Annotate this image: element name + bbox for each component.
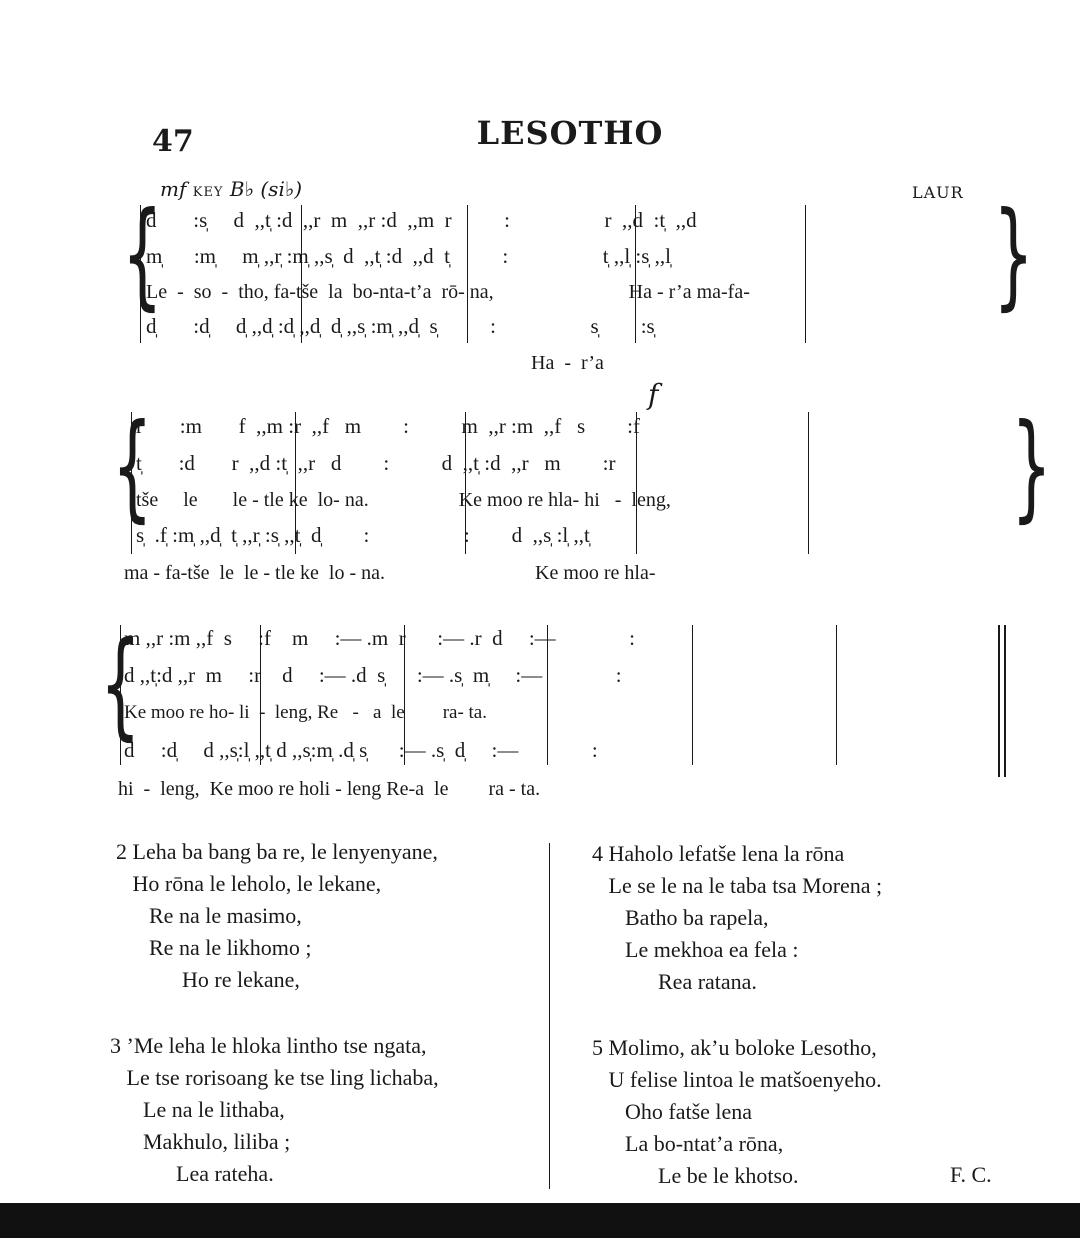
- verse-line: Lea rateha.: [110, 1161, 274, 1186]
- verse-line: 3 ’Me leha le hloka lintho tse ngata,: [110, 1033, 427, 1058]
- bottom-edge-band: [0, 1203, 1080, 1238]
- key-value: B♭ (si♭): [229, 177, 303, 201]
- verse-line: La bo-ntat’a rōna,: [592, 1131, 784, 1156]
- soprano-line: r :m f ,,m :r ,,f m : m ,,r :m ,,f s :f: [136, 414, 640, 438]
- verse-3: [110, 1030, 439, 1190]
- barline: [805, 205, 806, 343]
- bass-line: d :d̩ d ,,s̩:l̩ ,,t̩ d ,,s̩:m̩ .d̩ s̩ :— .s̩ d̩ :— :: [124, 738, 598, 762]
- verse-line: Re na le masimo,: [116, 903, 302, 928]
- verse-line: U felise lintoa le matšoenyeho.: [592, 1067, 882, 1092]
- left-brace: {: [112, 399, 153, 534]
- soprano-line: d :s̩ d ,,t̩ :d ,,r m ,,r :d ,,m r : r ,,d :t̩ ,,d: [146, 208, 697, 232]
- alto-line: d ,,t̩:d ,,r m :r d :— .d s̩ :— .s̩ m̩ :— :: [124, 663, 622, 687]
- author-initials: F. C.: [950, 1162, 992, 1187]
- barline: [120, 625, 121, 765]
- key-signature: [160, 177, 302, 201]
- verse-line: Makhulo, liliba ;: [110, 1129, 291, 1154]
- bass-lyric-line: Ha - r’a: [146, 352, 604, 374]
- verse-line: Re na le likhomo ;: [116, 935, 312, 960]
- verse-line: Rea ratana.: [592, 969, 757, 994]
- barline: [808, 412, 809, 554]
- bass-line: s̩ .f̩ :m̩ ,,d̩ t̩ ,,r̩ :s̩ ,,t̩ d̩ : : d ,,s̩ :l̩ ,,t̩: [136, 523, 590, 547]
- lyric-line: tše le le - tle ke lo- na. Ke moo re hla- hi - leng,: [136, 489, 671, 511]
- right-brace: }: [993, 187, 1034, 322]
- left-brace: {: [100, 617, 141, 752]
- barline: [140, 205, 141, 343]
- verse-5: [592, 1032, 882, 1192]
- lyric-line: Ke moo re ho- li - leng, Re - a le ra- ta.: [124, 702, 487, 723]
- barline: [131, 412, 132, 554]
- alto-line: m̩ :m̩ m̩ ,,r̩ :m̩ ,,s̩ d ,,t̩ :d ,,d t̩ : t̩ ,,l̩ :s̩ ,,l̩: [146, 244, 672, 268]
- barline: [692, 625, 693, 765]
- left-brace: {: [122, 187, 163, 322]
- verse-line: 2 Leha ba bang ba re, le lenyenyane,: [116, 839, 438, 864]
- verse-line: Oho fatše lena: [592, 1099, 753, 1124]
- forte-marking: f: [648, 378, 659, 411]
- bass-line: d̩ :d̩ d̩ ,,d̩ :d̩ ,,d̩ d̩ ,,s̩ :m̩ ,,d̩ s̩ : s̩ :s̩: [146, 314, 655, 338]
- verse-line: Le na le lithaba,: [110, 1097, 285, 1122]
- right-brace: }: [1011, 399, 1052, 534]
- verse-line: 5 Molimo, ak’u boloke Lesotho,: [592, 1035, 877, 1060]
- page-number: 47: [152, 124, 194, 159]
- verse-line: Le mekhoa ea fela :: [592, 937, 799, 962]
- verse-2: [116, 836, 438, 996]
- verse-column-divider: [549, 843, 550, 1189]
- verse-line: Ho rōna le leholo, le lekane,: [116, 871, 382, 896]
- soprano-line: m ,,r :m ,,f s :f m :— .m r :— .r d :— :: [124, 626, 635, 650]
- verse-line: Ho re lekane,: [116, 967, 300, 992]
- dynamic-marking: mf: [160, 177, 187, 201]
- verse-4: [592, 838, 882, 998]
- key-word: KEY: [192, 185, 224, 200]
- final-double-barline: [998, 625, 1006, 777]
- barline: [836, 625, 837, 765]
- verse-line: 4 Haholo lefatše lena la rōna: [592, 841, 845, 866]
- lyric-line: Le - so - tho, fa-tše la bo-nta-t’a rō- na, Ha - r’a ma-fa-: [146, 281, 750, 303]
- verse-line: Le be le khotso.: [592, 1163, 799, 1188]
- hymn-title: LESOTHO: [476, 114, 664, 152]
- alto-line: t̩ :d r ,,d :t̩ ,,r d : d ,,t̩ :d ,,r m :r: [136, 451, 616, 475]
- composer-name: LAUR: [912, 183, 964, 202]
- verse-line: Le tse rorisoang ke tse ling lichaba,: [110, 1065, 439, 1090]
- verse-line: Batho ba rapela,: [592, 905, 769, 930]
- verse-line: Le se le na le taba tsa Morena ;: [592, 873, 883, 898]
- bass-lyric-line: hi - leng, Ke moo re holi - leng Re-a le ra - ta.: [118, 778, 541, 800]
- bass-lyric-line: ma - fa-tše le le - tle ke lo - na. Ke moo re hla-: [124, 562, 656, 584]
